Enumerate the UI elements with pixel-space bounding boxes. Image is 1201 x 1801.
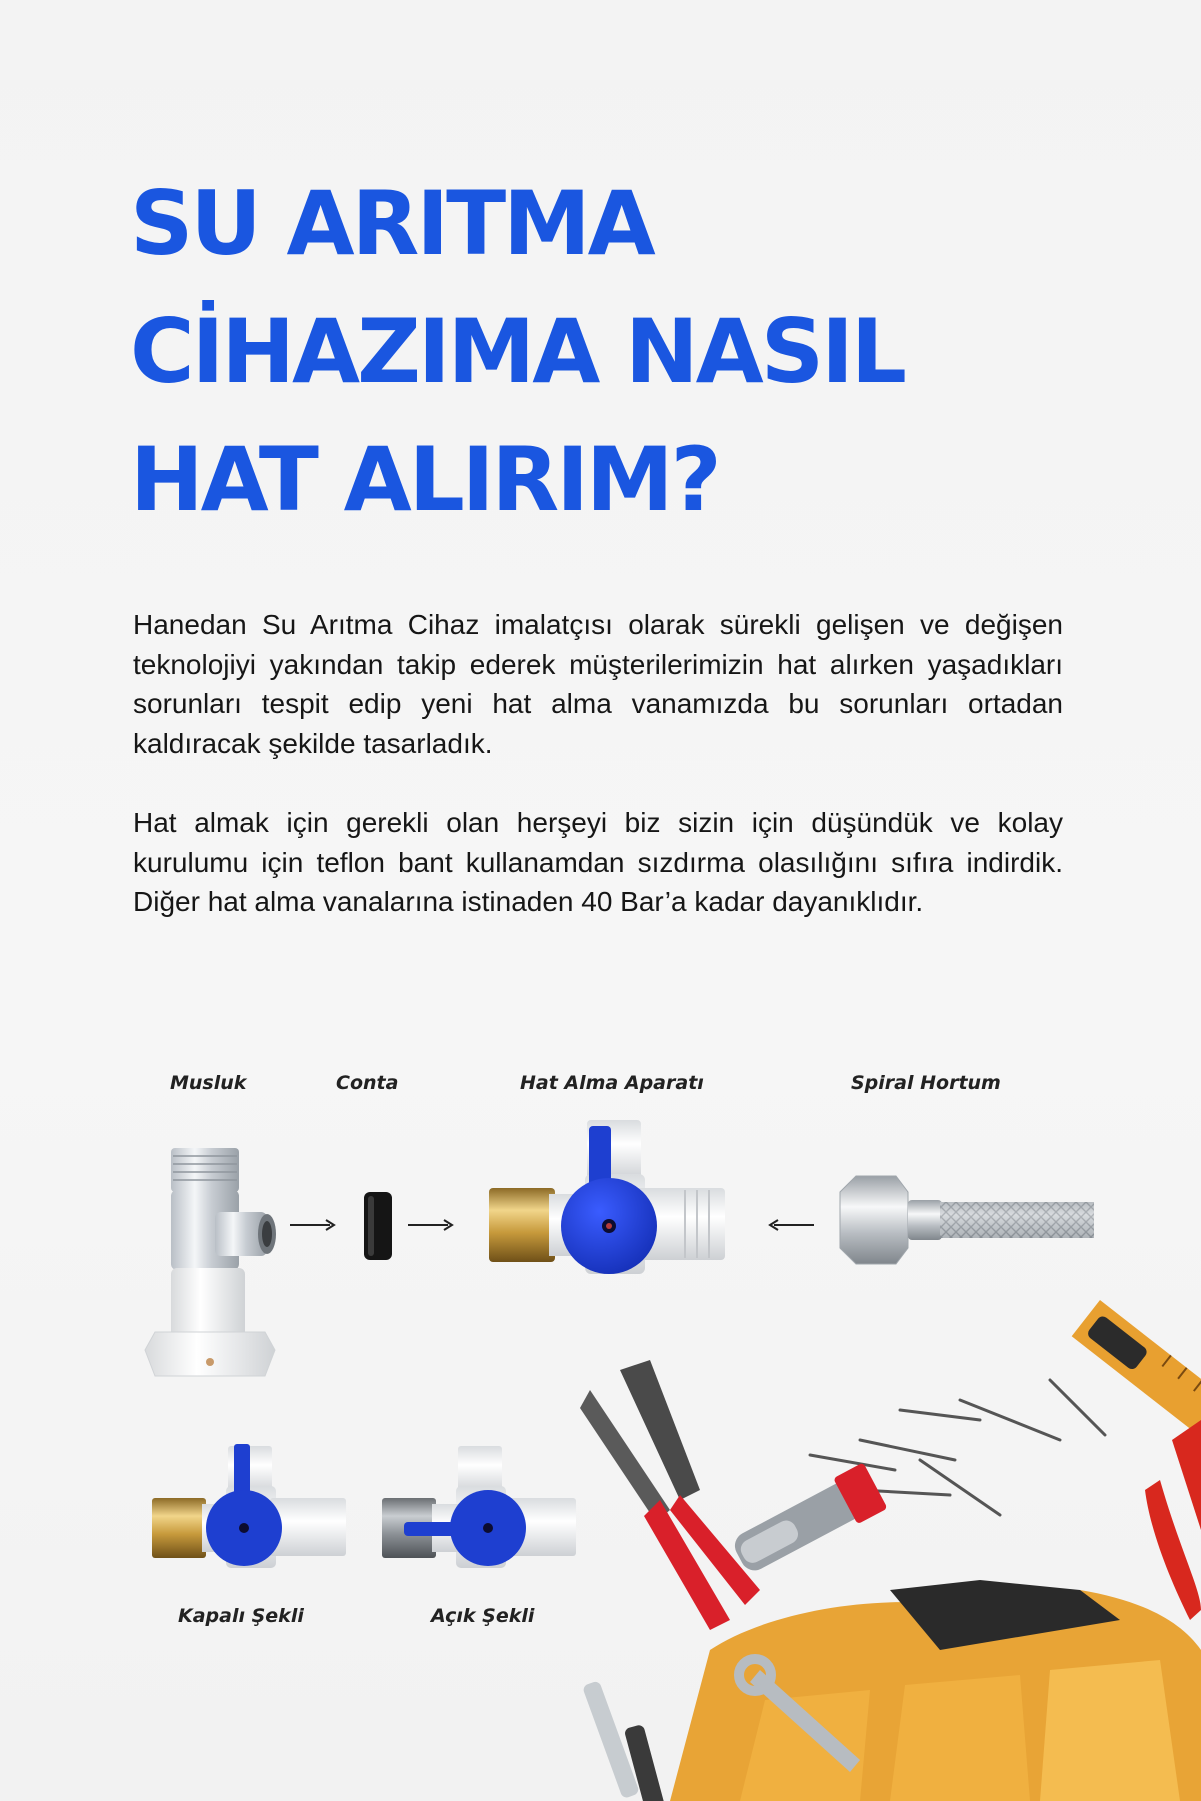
label-conta: Conta <box>336 1072 399 1094</box>
label-acik-sekli: Açık Şekli <box>431 1605 535 1627</box>
label-hat-alma: Hat Alma Aparatı <box>520 1072 704 1094</box>
arrow-left-icon <box>768 1218 814 1232</box>
page-title <box>130 160 904 544</box>
gasket-image <box>362 1190 394 1262</box>
valve-closed-image <box>150 1440 350 1576</box>
title-line-3: HAT ALIRIM? <box>130 428 719 531</box>
label-spiral-hortum: Spiral Hortum <box>851 1072 1001 1094</box>
arrow-right-icon <box>290 1218 336 1232</box>
title-line-2: CİHAZIMA NASIL <box>130 300 904 403</box>
faucet-valve-image <box>135 1140 285 1380</box>
title-line-1: SU ARITMA <box>130 172 653 275</box>
details-paragraph: Hat almak için gerekli olan herşeyi biz sizin için düşündük ve kolay kurulumu için teflon bant kullanamdan sızdırma olasılığını sıfıra indirdik. Diğer hat alma vanalarına istinaden 40 Bar’a kadar dayanıklıdır. <box>133 807 1063 917</box>
intro-paragraph: Hanedan Su Arıtma Cihaz imalatçısı olarak sürekli gelişen ve değişen teknolojiyi yakından takip ederek müşterilerimizin hat alırken yaşadıkları sorunları tespit edip yeni hat alma vanamızda bu sorunları ortadan kaldıracak şekilde tasarladık. <box>133 609 1063 759</box>
spiral-hose-image <box>836 1172 1096 1268</box>
line-adapter-valve-image <box>485 1118 735 1288</box>
tools-decoration-image <box>560 1290 1201 1801</box>
label-musluk: Musluk <box>170 1072 247 1094</box>
arrow-right-icon <box>408 1218 454 1232</box>
label-kapali-sekli: Kapalı Şekli <box>178 1605 304 1627</box>
valve-open-image <box>380 1440 580 1576</box>
